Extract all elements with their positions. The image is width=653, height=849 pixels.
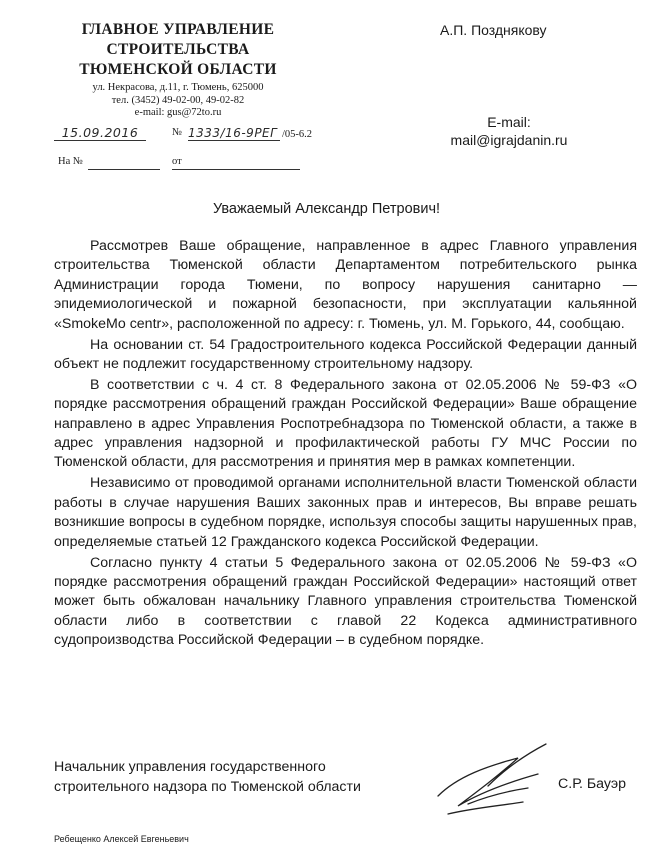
greeting: Уважаемый Александр Петрович!: [212, 201, 441, 217]
org-email: e-mail: gus@72to.ru: [134, 107, 222, 118]
in-reply-label: На №: [58, 156, 83, 167]
executor-name: Ребещенко Алексей Евгеньевич: [54, 834, 189, 844]
outgoing-number-field: [188, 124, 338, 144]
recipient-email-label: E-mail:: [487, 114, 531, 130]
body-paragraph: На основании ст. 54 Градостроительного кодекса Российской Федерации данный объект не подлежит государственному строительному надзору.: [54, 336, 637, 372]
in-reply-from-label: от: [172, 156, 182, 167]
body-paragraph: В соответствии с ч. 4 ст. 8 Федерального закона от 02.05.2006 № 59-ФЗ «О порядке рассмотрения обращений граждан Российской Федерации» Ваше обращение направлено в адрес Управления Роспотребнадзора по Тюменской области, а также в адрес управления надзорной и профилактической работы ГУ МЧС России по Тюменской области, для рассмотрения и принятия мер в рамках компетенции.: [54, 376, 637, 471]
body-paragraph: Согласно пункту 4 статьи 5 Федерального закона от 02.05.2006 № 59-ФЗ «О порядке рассмотрения обращений граждан Российской Федерации» настоящий ответ может быть обжалован начальнику Главного управления строительства Тюменской области либо в соответствии с главой 22 Кодекса административного судопроизводства Российской Федерации – в судебном порядке.: [54, 554, 637, 649]
signatory-title-line-1: Начальник управления государственного: [54, 759, 326, 775]
signatory-name: С.Р. Бауэр: [558, 776, 626, 792]
body-paragraph: Независимо от проводимой органами исполнительной власти Тюменской области работы в случае нарушения Ваших законных прав и интересов, Вы вправе решать возникшие вопросы в судебном порядке, используя способы защиты нарушенных прав, определяемые статьей 12 Гражданского кодекса Российской Федерации.: [54, 475, 637, 550]
outgoing-number-handwritten: 1333/16-9РЕГ: [188, 126, 280, 141]
outgoing-date: 15.09.2016: [54, 125, 146, 141]
outgoing-number-label: №: [172, 127, 183, 138]
org-phone: тел. (3452) 49-02-00, 49-02-82: [111, 94, 245, 106]
org-address: ул. Некрасова, д.11, г. Тюмень, 625000: [92, 82, 264, 93]
body-paragraph: Рассмотрев Ваше обращение, направленное в адрес Главного управления строительства Тюменской области Департаментом потребительского рынка Администрации города Тюмени, по вопросу нарушения санитарно — эпидемиологической и пожарной безопасности, при эксплуатации кальянной «SmokeMo centr», расположенной по адресу: г. Тюмень, ул. М. Горького, 44, сообщаю.: [54, 238, 637, 332]
signatory-title: [54, 757, 361, 797]
outgoing-date-field: [54, 124, 146, 144]
letterhead-org-name: [42, 20, 314, 80]
outgoing-number-suffix: /05-6.2: [282, 129, 313, 140]
recipient-email-block: [434, 113, 584, 149]
recipient-email: mail@igrajdanin.ru: [450, 132, 568, 148]
letterhead-contacts: [42, 82, 314, 120]
in-reply-number-line: [88, 169, 160, 170]
signatory-title-line-2: строительного надзора по Тюменской области: [54, 779, 361, 795]
in-reply-date-line: [172, 169, 300, 170]
org-name-line-2: СТРОИТЕЛЬСТВА: [106, 41, 250, 58]
recipient-name: А.П. Позднякову: [440, 22, 547, 38]
letter-body: [54, 237, 637, 652]
org-name-line-1: ГЛАВНОЕ УПРАВЛЕНИЕ: [81, 21, 275, 38]
handwritten-signature: [428, 736, 558, 826]
org-name-line-3: ТЮМЕНСКОЙ ОБЛАСТИ: [79, 61, 277, 78]
